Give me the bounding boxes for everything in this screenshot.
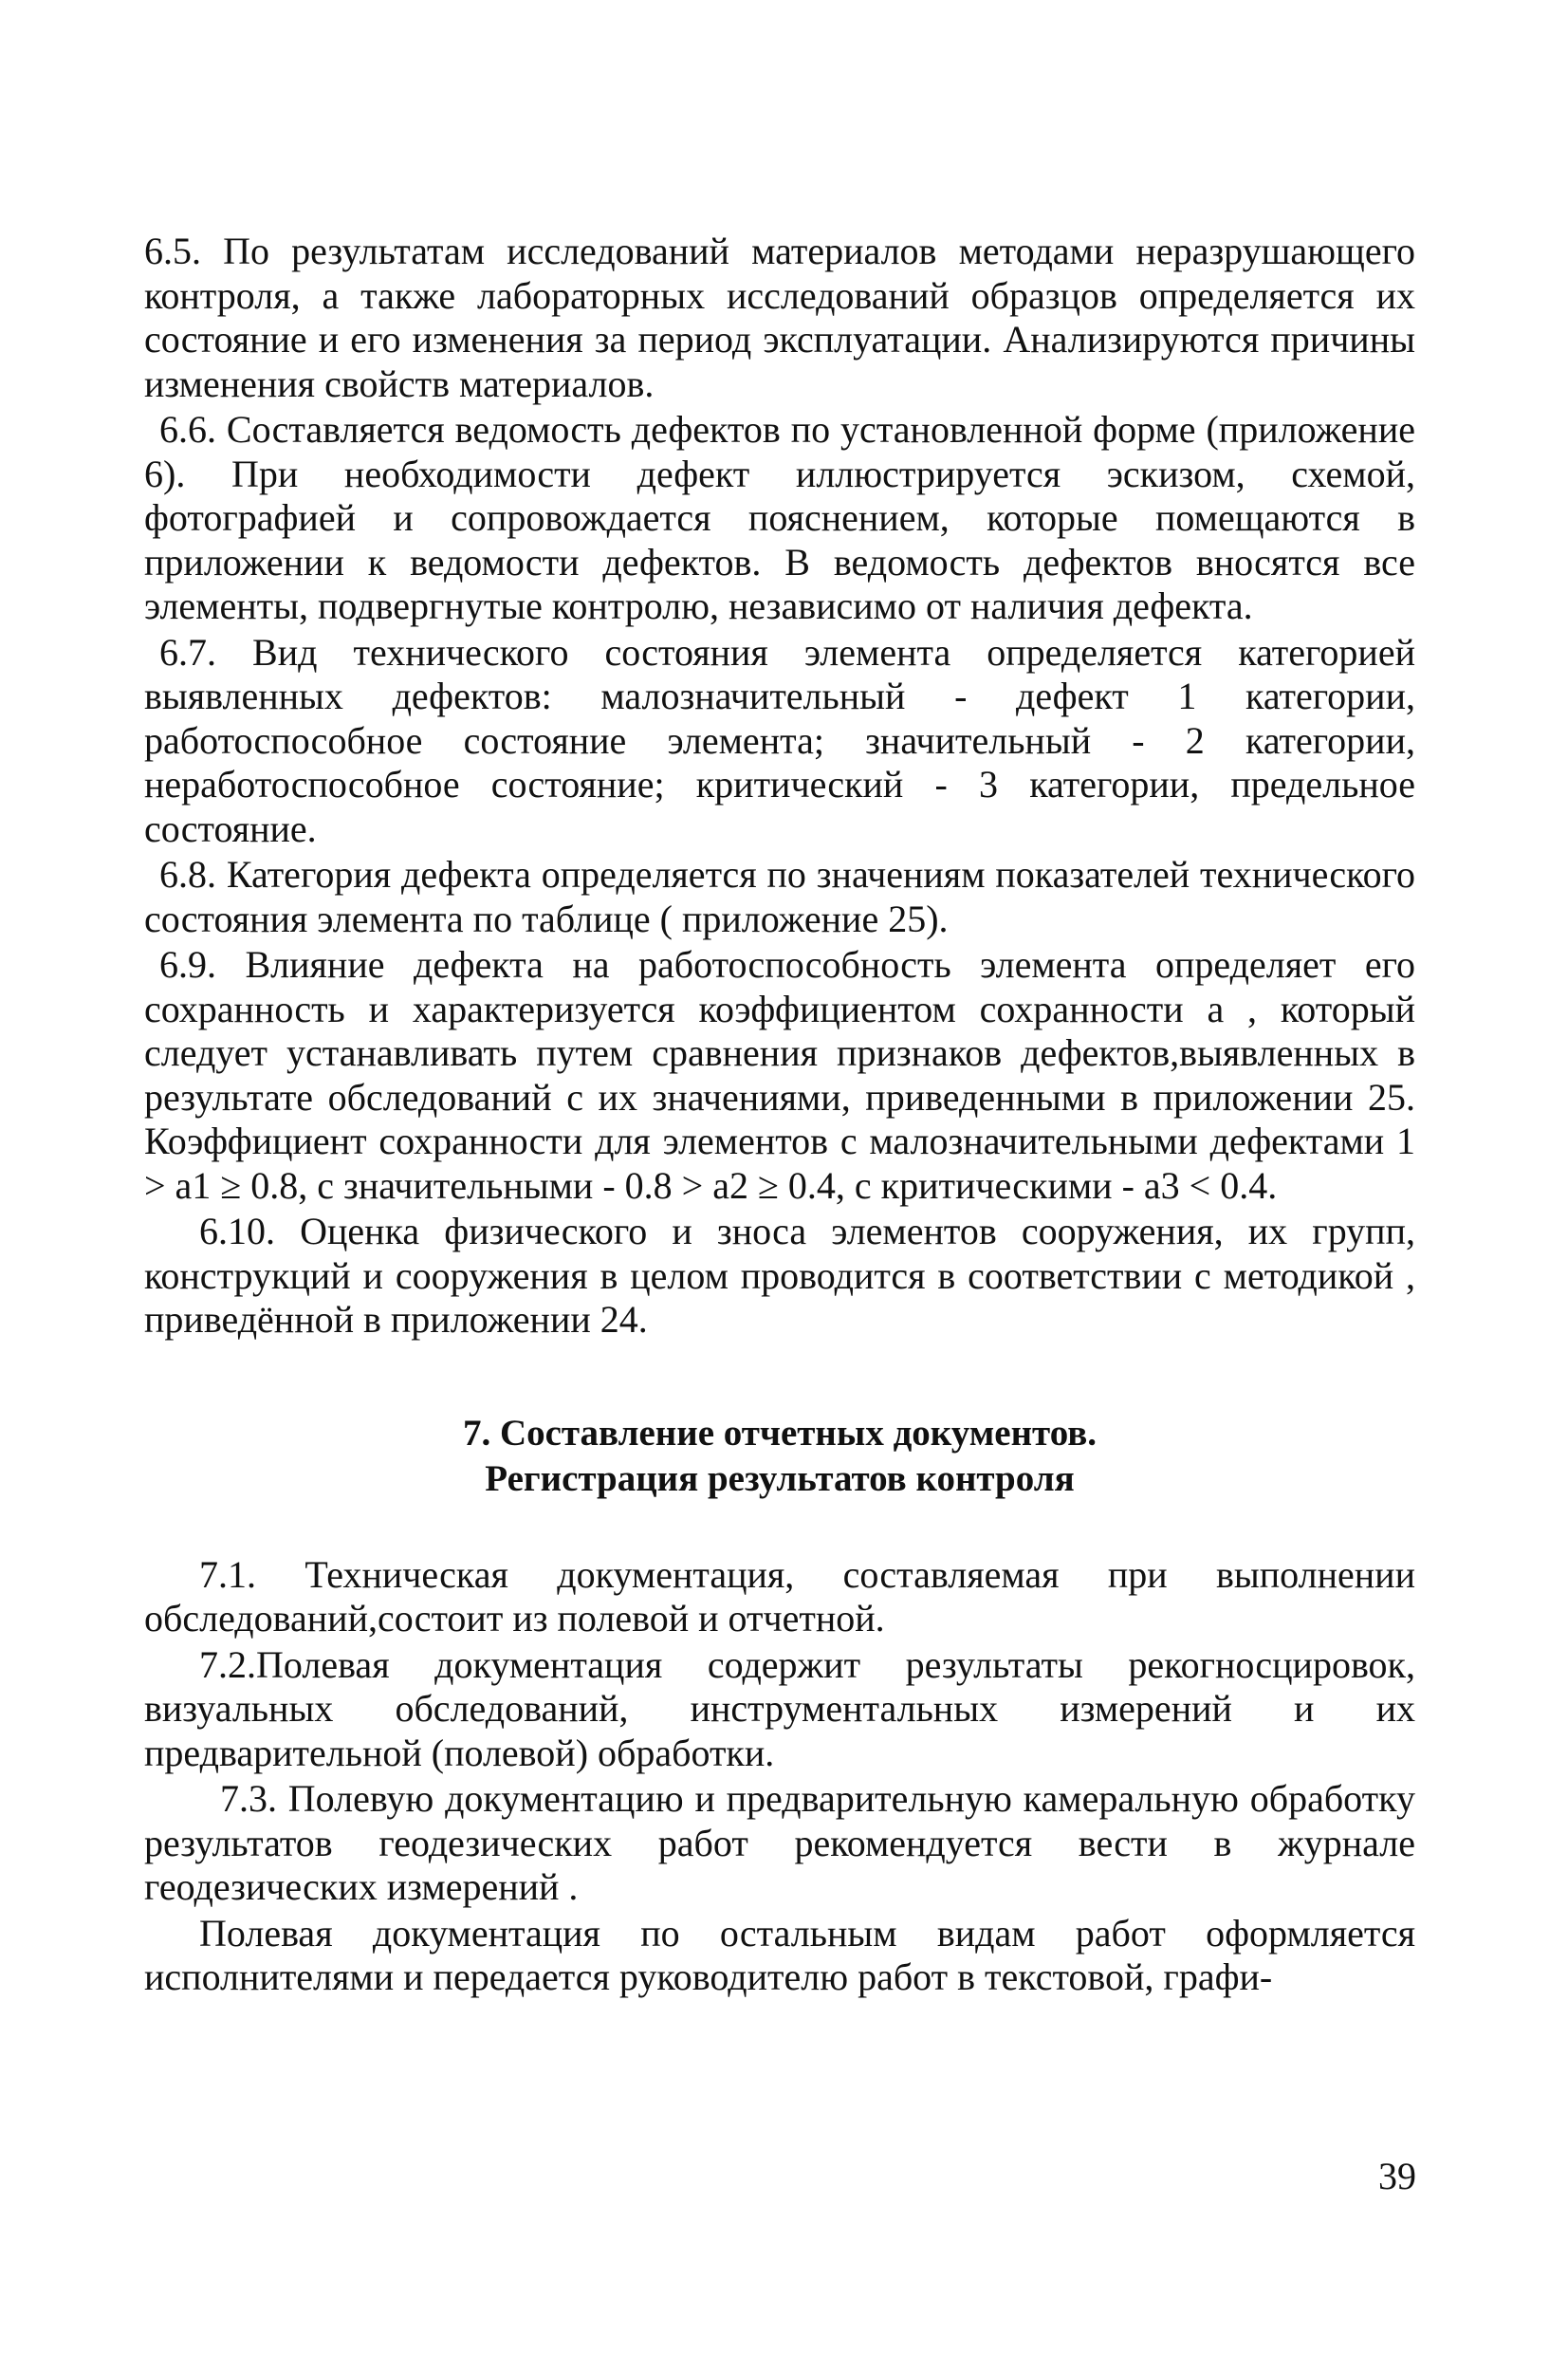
paragraph-7-1: 7.1. Техническая документация, составляемая при выполнении обследований,состоит из полевой и отчетной. <box>144 1552 1415 1640</box>
heading-line-1: 7. Составление отчетных документов. <box>462 1412 1098 1454</box>
paragraph-6-8: 6.8. Категория дефекта определяется по значениям показателей технического состояния элемента по таблице ( приложение 25). <box>144 853 1415 940</box>
paragraph-6-10: 6.10. Оценка физического и зноса элементов сооружения, их групп, конструкций и сооружения в целом проводится в соответствии с методикой , приведённой в приложении 24. <box>144 1210 1415 1341</box>
paragraph-6-9: 6.9. Влияние дефекта на работоспособность элемента определяет его сохранность и характеризуется коэффициентом сохранности a , который следует устанавливать путем сравнения признаков дефектов,выявленных в результате обследований с их значениями, приведенными в приложении 25. Коэффициент сохранности для элементов с малозначительными дефектами 1 > a1 ≥ 0.8, с значительными - 0.8 > a2 ≥ 0.4, с критическими - a3 < 0.4. <box>144 943 1415 1207</box>
paragraph-6-7: 6.7. Вид технического состояния элемента определяется категорией выявленных дефектов: малозначительный - дефект 1 категории, работоспособное состояние элемента; значительный - 2 категории, неработоспособное состояние; критический - 3 категории, предельное состояние. <box>144 630 1415 850</box>
paragraph-6-5: 6.5. По результатам исследований материалов методами неразрушающего контроля, а также лабораторных исследований образцов определяется их состояние и его изменения за период эксплуатации. Анализируются причины изменения свойств материалов. <box>144 230 1415 405</box>
paragraph-6-6: 6.6. Составляется ведомость дефектов по установленной форме (приложение 6). При необходимости дефект иллюстрируется эскизом, схемой, фотографией и сопровождается пояснением, которые помещаются в приложении к ведомости дефектов. В ведомость дефектов вносятся все элементы, подвергнутые контролю, независимо от наличия дефекта. <box>144 408 1415 627</box>
heading-line-2: Регистрация результатов контроля <box>485 1457 1075 1499</box>
paragraph-7-3: 7.3. Полевую документацию и предварительную камеральную обработку результатов геодезических работ рекомендуется вести в журнале геодезических измерений . <box>144 1777 1415 1908</box>
paragraph-7-4: Полевая документация по остальным видам работ оформляется исполнителями и передается руководителю работ в текстовой, графи- <box>144 1911 1415 1998</box>
section-heading <box>144 1411 1415 1502</box>
page-number: 39 <box>1378 2155 1416 2197</box>
document-page <box>144 230 1415 2298</box>
paragraph-7-2: 7.2.Полевая документация содержит результаты рекогносцировок, визуальных обследований, инструментальных измерений и их предварительной (полевой) обработки. <box>144 1642 1415 1774</box>
